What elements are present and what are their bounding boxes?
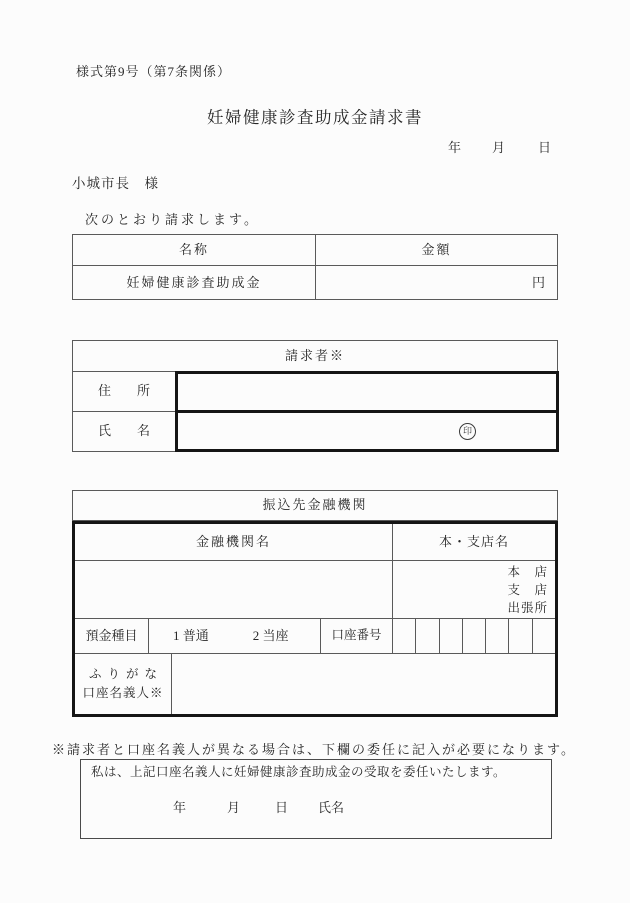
yen-unit-label: 円 bbox=[531, 274, 545, 290]
deposit-type-options bbox=[149, 619, 321, 653]
address-label: 住 所 bbox=[73, 372, 176, 412]
name-input-field[interactable] bbox=[178, 413, 556, 449]
delegation-month-label: 月 bbox=[227, 800, 241, 815]
account-digit-cell[interactable] bbox=[486, 619, 509, 653]
branch-options bbox=[393, 561, 555, 618]
account-digit-cell[interactable] bbox=[533, 619, 555, 653]
claim-table-header-row bbox=[73, 235, 557, 266]
claim-table-data-row bbox=[73, 266, 557, 300]
holder-input-field[interactable] bbox=[172, 654, 555, 714]
account-digit-cell[interactable] bbox=[416, 619, 439, 653]
claim-col-name-header: 名称 bbox=[73, 235, 316, 265]
delegation-name-label: 氏名 bbox=[318, 800, 345, 815]
bank-entry-box bbox=[72, 521, 558, 717]
account-digit-cell[interactable] bbox=[463, 619, 486, 653]
page-title: 妊婦健康診査助成金請求書 bbox=[207, 108, 423, 127]
deposit-option-current[interactable]: 2 当座 bbox=[252, 627, 289, 643]
account-digit-cell[interactable] bbox=[509, 619, 532, 653]
deposit-option-ordinary[interactable]: 1 普通 bbox=[173, 627, 209, 643]
institution-col-header: 金融機関名 bbox=[75, 524, 393, 560]
bank-table-title: 振込先金融機関 bbox=[72, 490, 558, 521]
account-number-boxes bbox=[393, 619, 555, 653]
claimant-table-title: 請求者※ bbox=[73, 341, 557, 372]
intro-text: 次のとおり請求します。 bbox=[85, 212, 260, 227]
claimant-entry-box bbox=[175, 371, 559, 452]
holder-row bbox=[75, 654, 555, 714]
date-year-label: 年 bbox=[448, 140, 462, 155]
bank-value-row bbox=[75, 561, 555, 619]
deposit-account-row bbox=[75, 619, 555, 654]
claim-amount-field[interactable] bbox=[316, 266, 557, 300]
footnote-text: ※請求者と口座名義人が異なる場合は、下欄の委任に記入が必要になります。 bbox=[52, 742, 576, 757]
branch-col-header: 本・支店名 bbox=[438, 533, 509, 549]
account-digit-cell[interactable] bbox=[440, 619, 463, 653]
claim-name-cell: 妊婦健康診査助成金 bbox=[73, 266, 316, 300]
delegation-day-label: 日 bbox=[275, 800, 289, 815]
branch-option-sub-branch[interactable]: 出張所 bbox=[507, 601, 548, 615]
bank-table bbox=[72, 490, 558, 717]
claim-table bbox=[72, 234, 558, 300]
institution-input-field[interactable] bbox=[75, 561, 393, 618]
holder-label-cell bbox=[75, 654, 172, 714]
claim-col-amount-header: 金額 bbox=[421, 241, 452, 257]
address-input-field[interactable] bbox=[178, 374, 556, 413]
date-month-label: 月 bbox=[492, 140, 506, 155]
account-digit-cell[interactable] bbox=[393, 619, 416, 653]
branch-option-branch[interactable]: 支 店 bbox=[507, 583, 548, 597]
account-holder-label: 口座名義人※ bbox=[82, 685, 164, 700]
bank-header-row bbox=[75, 524, 555, 561]
branch-option-head-office[interactable]: 本 店 bbox=[507, 565, 548, 579]
delegation-statement: 私は、上記口座名義人に妊婦健康診査助成金の受取を委任いたします。 bbox=[91, 765, 507, 779]
name-label: 氏 名 bbox=[73, 412, 176, 450]
date-day-label: 日 bbox=[538, 140, 552, 155]
furigana-label: ふりがな bbox=[88, 666, 163, 681]
delegation-box[interactable] bbox=[80, 759, 552, 839]
account-number-label: 口座番号 bbox=[321, 619, 393, 653]
seal-icon: 印 bbox=[459, 423, 476, 440]
claimant-table bbox=[72, 340, 558, 452]
delegation-year-label: 年 bbox=[173, 800, 187, 815]
form-number: 様式第9号（第7条関係） bbox=[76, 64, 232, 79]
addressee: 小城市長 様 bbox=[72, 176, 159, 191]
deposit-type-label: 預金種目 bbox=[75, 619, 149, 653]
